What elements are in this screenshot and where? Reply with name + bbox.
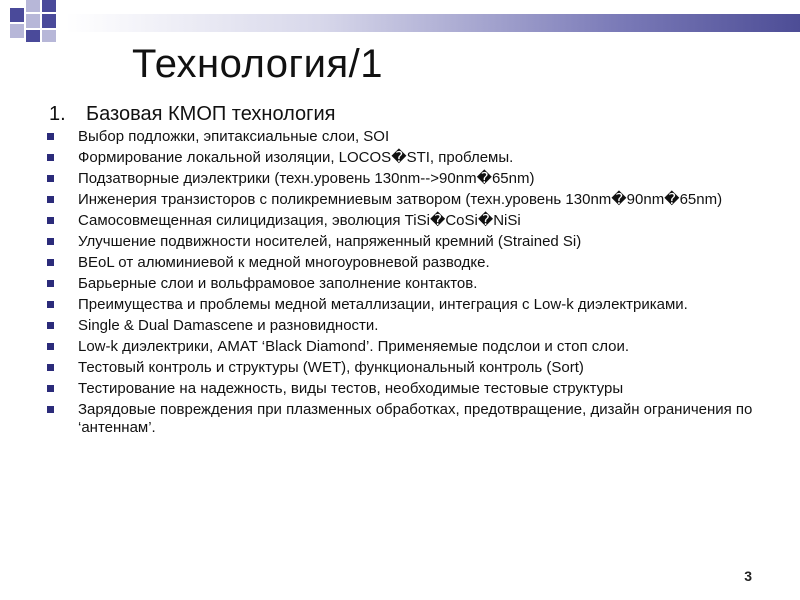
list-item-text: Преимущества и проблемы медной металлизации, интеграция с Low-k диэлектриками.: [78, 296, 688, 313]
decor-square-4: [26, 14, 40, 28]
list-item: [47, 254, 767, 272]
section-number: 1.: [49, 103, 66, 125]
list-item-text: Подзатворные диэлектрики (техн.уровень 130nm-->90nm�65nm): [78, 170, 535, 187]
list-item-text: Тестовый контроль и структуры (WET), функциональный контроль (Sort): [78, 359, 584, 376]
decor-square-7: [42, 30, 56, 42]
decor-square-3: [42, 0, 56, 12]
square-bullet-icon: [47, 154, 54, 161]
list-item-text: Самосовмещенная силицидизация, эволюция TiSi�CoSi�NiSi: [78, 212, 521, 229]
list-item: [47, 317, 767, 335]
list-item-text: Барьерные слои и вольфрамовое заполнение контактов.: [78, 275, 478, 292]
list-item-text: Улучшение подвижности носителей, напряженный кремний (Strained Si): [78, 233, 582, 250]
section-heading: [49, 103, 335, 126]
list-item: [47, 380, 767, 398]
square-bullet-icon: [47, 406, 54, 413]
decor-square-5: [42, 14, 56, 28]
list-item-text: Low-k диэлектрики, AMAT ‘Black Diamond’. Применяемые подслои и стоп слои.: [78, 338, 630, 355]
square-bullet-icon: [47, 322, 54, 329]
page-number: 3: [744, 568, 752, 584]
square-bullet-icon: [47, 133, 54, 140]
list-item-text: Тестирование на надежность, виды тестов, необходимые тестовые структуры: [78, 380, 624, 397]
decor-square-2: [26, 0, 40, 12]
decor-square-6: [10, 24, 24, 38]
slide-title: Технология/1: [132, 42, 383, 86]
list-item: [47, 275, 767, 293]
square-bullet-icon: [47, 301, 54, 308]
list-item-text: Выбор подложки, эпитаксиальные слои, SOI: [78, 128, 390, 145]
list-item: [47, 296, 767, 314]
square-bullet-icon: [47, 364, 54, 371]
list-item: [47, 338, 767, 356]
bullet-list: [47, 128, 767, 440]
list-item: [47, 359, 767, 377]
decor-square-8: [26, 30, 40, 42]
square-bullet-icon: [47, 238, 54, 245]
list-item: [47, 212, 767, 230]
list-item: [47, 128, 767, 146]
square-bullet-icon: [47, 343, 54, 350]
list-item-text: Инженерия транзисторов с поликремниевым затвором (техн.уровень 130nm�90nm�65nm): [78, 191, 723, 208]
square-bullet-icon: [47, 280, 54, 287]
header-gradient-band: [66, 14, 800, 32]
list-item: [47, 191, 767, 209]
square-bullet-icon: [47, 217, 54, 224]
square-bullet-icon: [47, 259, 54, 266]
decor-square-1: [10, 8, 24, 22]
square-bullet-icon: [47, 385, 54, 392]
list-item-text: Single & Dual Damascene и разновидности.: [78, 317, 379, 334]
section-heading-text: Базовая КМОП технология: [86, 103, 336, 125]
list-item-text: BEoL от алюминиевой к медной многоуровневой разводке.: [78, 254, 490, 271]
list-item: [47, 401, 767, 437]
list-item-text: Зарядовые повреждения при плазменных обработках, предотвращение, дизайн ограничения по ‘антеннам’.: [78, 401, 753, 436]
list-item: [47, 233, 767, 251]
square-bullet-icon: [47, 196, 54, 203]
square-bullet-icon: [47, 175, 54, 182]
list-item: [47, 170, 767, 188]
list-item: [47, 149, 767, 167]
list-item-text: Формирование локальной изоляции, LOCOS�STI, проблемы.: [78, 149, 514, 166]
